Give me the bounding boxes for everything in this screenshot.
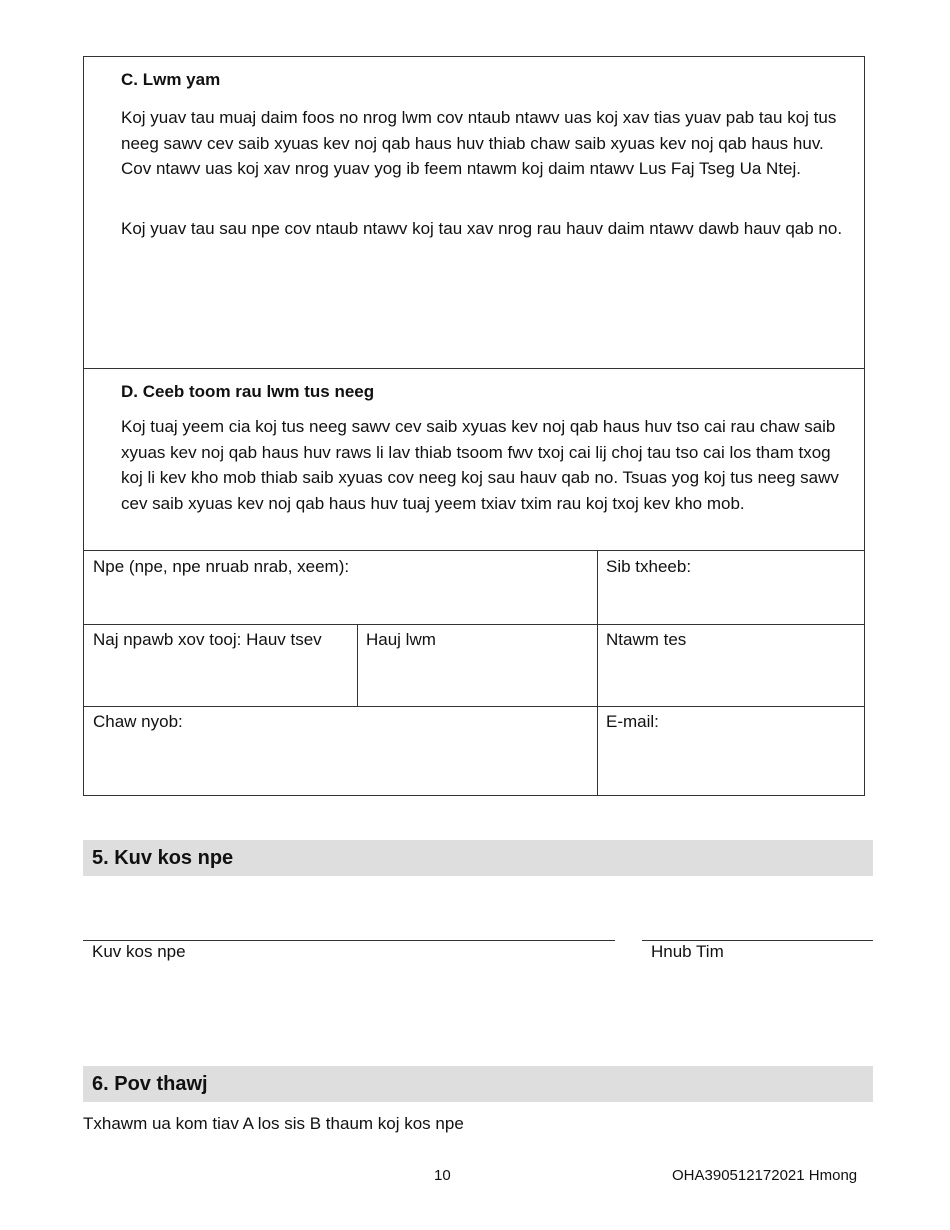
contact-form-grid [83,550,865,796]
section-c-title: C. Lwm yam [121,70,221,89]
address-field-label: Chaw nyob: [93,712,183,731]
email-field[interactable] [597,706,865,796]
section-d-box [83,368,865,551]
name-field[interactable] [84,551,597,624]
page-number: 10 [434,1167,451,1184]
date-label: Hnub Tim [651,942,724,961]
signature-line[interactable] [83,940,615,941]
home-phone-field[interactable] [84,624,357,706]
date-line[interactable] [642,940,873,941]
section-5-heading: 5. Kuv kos npe [83,840,873,876]
section-c-box [83,56,865,369]
relationship-field-label: Sib txheeb: [606,557,692,576]
section-6-instruction: Txhawm ua kom tiav A los sis B thaum koj kos npe [83,1114,464,1133]
signature-label: Kuv kos npe [92,942,186,961]
section-c-paragraph-2: Koj yuav tau sau npe cov ntaub ntawv koj tau xav nrog rau hauv daim ntawv dawb hauv qab no. [121,219,843,238]
section-d-paragraph: Koj tuaj yeem cia koj tus neeg sawv cev saib xyuas kev noj qab haus huv tso cai rau chaw saib xyuas kev noj qab haus huv raws li lav thiab tsoom fwv txoj cai lij choj tau tso cai los tham txog koj li kev kho mob thiab saib xyuas cov neeg koj sau hauv qab no. Tsuas yog koj tus neeg sawv cev saib xyuas kev noj qab haus huv tuaj yeem txiav txim rau koj txoj kev kho mob. [121,417,839,513]
home-phone-field-label: Naj npawb xov tooj: Hauv tsev [93,630,322,649]
section-6-heading: 6. Pov thawj [83,1066,873,1102]
address-field[interactable] [84,706,597,796]
cell-phone-field[interactable] [597,624,865,706]
relationship-field[interactable] [597,551,865,624]
cell-phone-field-label: Ntawm tes [606,630,687,649]
name-field-label: Npe (npe, npe nruab nrab, xeem): [93,557,350,576]
work-phone-field[interactable] [357,624,597,706]
document-code: OHA390512172021 Hmong [672,1167,858,1184]
section-d-title: D. Ceeb toom rau lwm tus neeg [121,382,375,401]
email-field-label: E-mail: [606,712,659,731]
section-c-paragraph-1: Koj yuav tau muaj daim foos no nrog lwm cov ntaub ntawv uas koj xav tias yuav pab tau koj tus neeg sawv cev saib xyuas kev noj qab haus huv thiab chaw saib xyuas kev noj qab haus huv. Cov ntawv uas koj xav nrog yuav yog ib feem ntawm koj daim ntawv Lus Faj Tseg Ua Ntej. [121,108,837,178]
work-phone-field-label: Hauj lwm [366,630,436,649]
